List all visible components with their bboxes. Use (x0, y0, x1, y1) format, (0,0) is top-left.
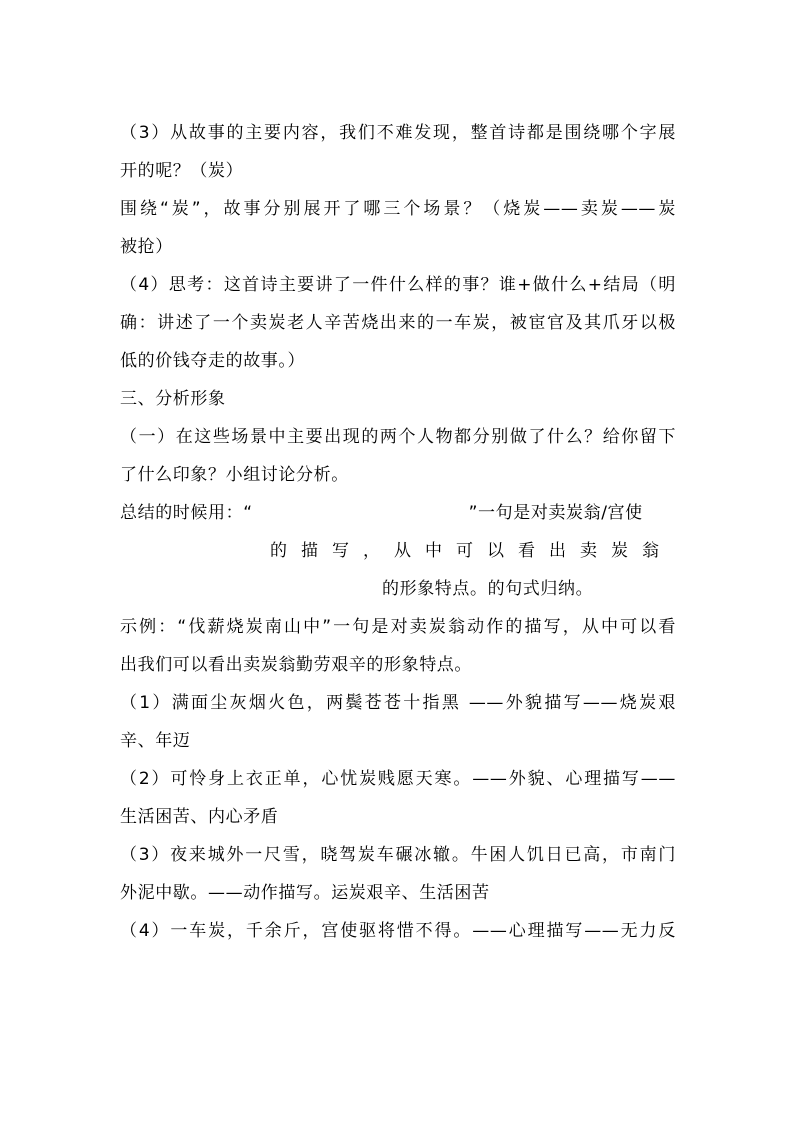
section-heading: 三、分析形象 (120, 389, 226, 409)
paragraph-line: 被抢） (120, 237, 173, 257)
summary-prefix: 总结的时候用：“ (120, 503, 253, 523)
paragraph-line: （4）一车炭，千余斤，宫使驱将惜不得。——心理描写——无力反 (120, 921, 676, 941)
paragraph-line: 确：讲述了一个卖炭老人辛苦烧出来的一车炭，被宦官及其爪牙以极 (120, 313, 676, 333)
paragraph-line: （4）思考：这首诗主要讲了一件什么样的事？谁+做什么+结局（明 (120, 275, 676, 295)
summary-line-3: 的形象特点。的句式归纳。 (382, 579, 594, 599)
paragraph-line: 开的呢？（炭） (120, 161, 244, 181)
paragraph-line: 辛、年迈 (120, 731, 191, 751)
paragraph-line: 低的价钱夺走的故事。） (120, 351, 306, 371)
paragraph-line: 生活困苦、内心矛盾 (120, 807, 279, 827)
summary-line-2: 的描写，从中可以看出卖炭翁 (270, 541, 673, 561)
paragraph-line: （一）在这些场景中主要出现的两个人物都分别做了什么？给你留下 (120, 427, 676, 447)
paragraph-line: （2）可怜身上衣正单，心忧炭贱愿天寒。——外貌、心理描写—— (120, 769, 676, 789)
paragraph-line: （3）从故事的主要内容，我们不难发现，整首诗都是围绕哪个字展 (120, 123, 676, 143)
paragraph-line: （1）满面尘灰烟火色，两鬓苍苍十指黑 ——外貌描写——烧炭艰 (120, 693, 676, 713)
summary-line-1 (120, 494, 676, 532)
paragraph-line: 外泥中歇。——动作描写。运炭艰辛、生活困苦 (120, 883, 490, 903)
document-body (120, 114, 676, 950)
paragraph-line: 示例：“伐薪烧炭南山中”一句是对卖炭翁动作的描写，从中可以看 (120, 617, 676, 637)
paragraph-line: 出我们可以看出卖炭翁勤劳艰辛的形象特点。 (120, 655, 472, 675)
paragraph-line: （3）夜来城外一尺雪，晓驾炭车碾冰辙。牛困人饥日已高，市南门 (120, 845, 676, 865)
paragraph-line: 围绕“炭”，故事分别展开了哪三个场景？（烧炭——卖炭——炭 (120, 199, 676, 219)
paragraph-line: 了什么印象？小组讨论分析。 (120, 465, 349, 485)
summary-suffix: ”一句是对卖炭翁/宫使 (468, 503, 643, 523)
